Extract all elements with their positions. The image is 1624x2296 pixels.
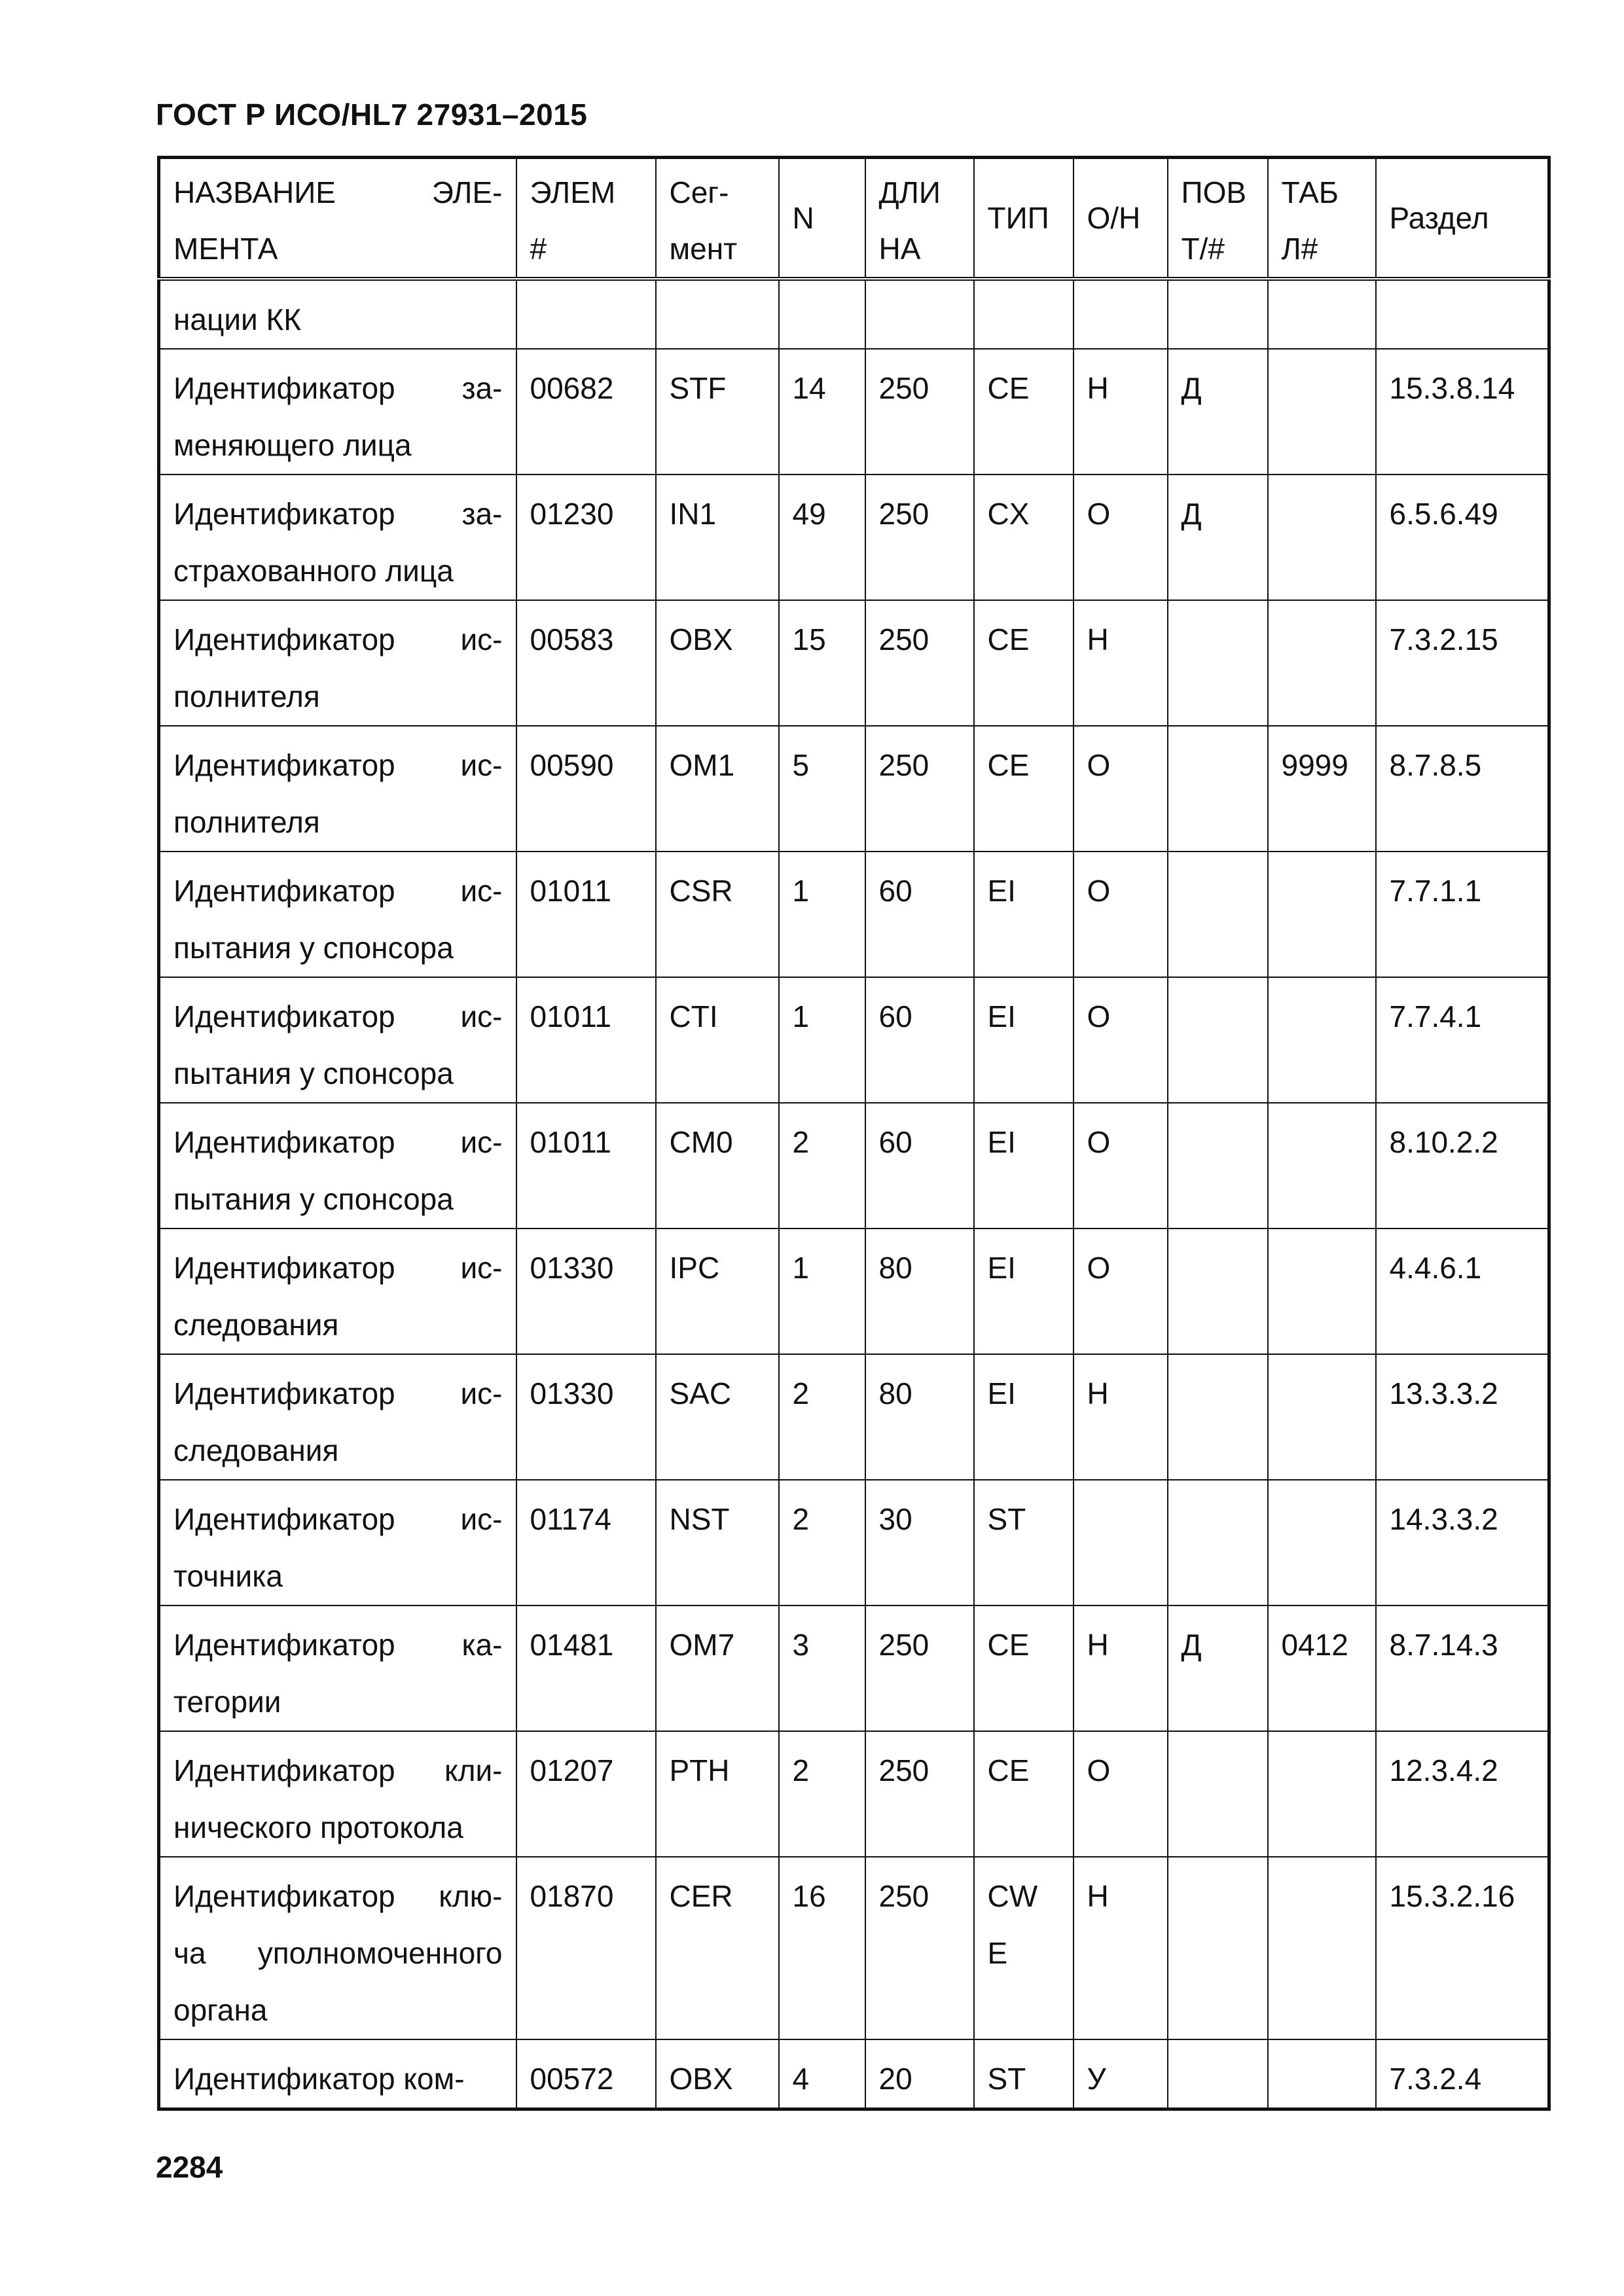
cell-rep [1168, 1857, 1268, 2039]
cell-section: 4.4.6.1 [1376, 1229, 1549, 1354]
cell-elem: 00590 [516, 726, 656, 852]
cell-name [159, 1229, 516, 1354]
cell-length: 250 [865, 726, 974, 852]
cell-line: пытания у спонсора [173, 931, 454, 965]
cell-length: 20 [865, 2039, 974, 2109]
cell-n: 2 [779, 1480, 865, 1605]
column-header-line: Т/# [1181, 232, 1225, 266]
page-number: 2284 [156, 2150, 223, 2184]
column-header-line: МЕНТА [173, 232, 278, 266]
cell-line: Идентификатор ка- [173, 1628, 503, 1662]
column-header-elem [516, 158, 656, 279]
cell-type [974, 1103, 1074, 1229]
cell-line: тегории [173, 1685, 281, 1719]
cell-elem: 01330 [516, 1354, 656, 1480]
cell-type [974, 349, 1074, 475]
column-header-line: Л# [1281, 232, 1318, 266]
cell-elem: 00682 [516, 349, 656, 475]
cell-section: 13.3.3.2 [1376, 1354, 1549, 1480]
cell-line: CW [987, 1879, 1038, 1913]
cell-line: полнителя [173, 679, 320, 713]
column-header-line: N [792, 201, 814, 235]
cell-line: точника [173, 1559, 283, 1593]
table-row [159, 1480, 1549, 1605]
cell-segment: PTH [656, 1731, 779, 1857]
cell-section: 7.7.4.1 [1376, 977, 1549, 1103]
cell-section: 8.7.8.5 [1376, 726, 1549, 852]
cell-opt [1074, 279, 1168, 349]
cell-line: нического протокола [173, 1810, 463, 1844]
cell-line: Идентификатор ис- [173, 748, 503, 782]
cell-type [974, 1731, 1074, 1857]
cell-elem: 00572 [516, 2039, 656, 2109]
cell-length: 60 [865, 1103, 974, 1229]
table-row [159, 1731, 1549, 1857]
cell-n: 1 [779, 977, 865, 1103]
cell-opt: О [1074, 726, 1168, 852]
cell-n: 15 [779, 600, 865, 726]
cell-opt: У [1074, 2039, 1168, 2109]
cell-line: EI [987, 1251, 1016, 1285]
cell-opt: Н [1074, 1857, 1168, 2039]
cell-section: 8.10.2.2 [1376, 1103, 1549, 1229]
cell-name [159, 1857, 516, 2039]
column-header-section [1376, 158, 1549, 279]
table-row [159, 726, 1549, 852]
cell-elem: 01011 [516, 977, 656, 1103]
cell-rep [1168, 1103, 1268, 1229]
cell-line: CE [987, 1753, 1030, 1787]
cell-name [159, 852, 516, 977]
cell-tbl [1268, 852, 1376, 977]
cell-line: Идентификатор ис- [173, 1502, 503, 1536]
cell-elem: 00583 [516, 600, 656, 726]
cell-opt: О [1074, 1731, 1168, 1857]
cell-opt: Н [1074, 600, 1168, 726]
column-header-line: Раздел [1389, 201, 1489, 235]
cell-elem [516, 279, 656, 349]
cell-elem: 01011 [516, 852, 656, 977]
cell-line: Идентификатор за- [173, 497, 503, 531]
cell-line: пытания у спонсора [173, 1182, 454, 1216]
column-header-line: # [530, 232, 547, 266]
cell-section: 8.7.14.3 [1376, 1605, 1549, 1731]
cell-length: 250 [865, 600, 974, 726]
cell-section: 7.3.2.4 [1376, 2039, 1549, 2109]
cell-type [974, 475, 1074, 600]
cell-length: 250 [865, 1731, 974, 1857]
cell-line: следования [173, 1308, 339, 1342]
cell-tbl [1268, 1480, 1376, 1605]
cell-rep: Д [1168, 349, 1268, 475]
cell-segment: STF [656, 349, 779, 475]
cell-type [974, 1229, 1074, 1354]
cell-segment: IN1 [656, 475, 779, 600]
cell-rep [1168, 1354, 1268, 1480]
cell-name [159, 726, 516, 852]
cell-length: 250 [865, 1857, 974, 2039]
cell-elem: 01207 [516, 1731, 656, 1857]
cell-line: Идентификатор ис- [173, 999, 503, 1033]
column-header-line: ТАБ [1281, 175, 1339, 209]
cell-line: Идентификатор ис- [173, 622, 503, 656]
cell-n: 16 [779, 1857, 865, 2039]
column-header-line: ДЛИ [878, 175, 941, 209]
cell-rep [1168, 600, 1268, 726]
cell-segment: OBX [656, 2039, 779, 2109]
cell-type [974, 977, 1074, 1103]
cell-length: 30 [865, 1480, 974, 1605]
cell-opt: О [1074, 1103, 1168, 1229]
cell-opt: Н [1074, 1354, 1168, 1480]
column-header-length [865, 158, 974, 279]
cell-type [974, 1480, 1074, 1605]
column-header-line: ЭЛЕМ [530, 175, 616, 209]
document-code: ГОСТ Р ИСО/HL7 27931–2015 [156, 98, 588, 132]
cell-length: 250 [865, 1605, 974, 1731]
cell-line: EI [987, 999, 1016, 1033]
cell-name [159, 475, 516, 600]
column-header-n [779, 158, 865, 279]
cell-opt [1074, 1480, 1168, 1605]
cell-section: 14.3.3.2 [1376, 1480, 1549, 1605]
cell-line: нации КК [173, 302, 302, 336]
cell-rep [1168, 726, 1268, 852]
cell-elem: 01174 [516, 1480, 656, 1605]
cell-n: 1 [779, 852, 865, 977]
column-header-tbl [1268, 158, 1376, 279]
column-header-line: мент [669, 232, 738, 266]
cell-rep [1168, 279, 1268, 349]
cell-line: пытания у спонсора [173, 1056, 454, 1090]
cell-line: E [987, 1936, 1008, 1970]
cell-n: 2 [779, 1731, 865, 1857]
cell-line: Идентификатор ис- [173, 874, 503, 908]
cell-name [159, 349, 516, 475]
cell-tbl [1268, 977, 1376, 1103]
cell-line: EI [987, 1125, 1016, 1159]
column-header-opt [1074, 158, 1168, 279]
table-row [159, 852, 1549, 977]
cell-length [865, 279, 974, 349]
table-row [159, 977, 1549, 1103]
cell-rep [1168, 852, 1268, 977]
table-row [159, 600, 1549, 726]
cell-opt: О [1074, 977, 1168, 1103]
cell-n: 2 [779, 1354, 865, 1480]
column-header-line: ПОВ [1181, 175, 1247, 209]
cell-line: ST [987, 2062, 1026, 2096]
cell-n: 5 [779, 726, 865, 852]
cell-rep [1168, 2039, 1268, 2109]
cell-line: Идентификатор ис- [173, 1376, 503, 1410]
cell-line: CX [987, 497, 1030, 531]
cell-opt: Н [1074, 1605, 1168, 1731]
cell-tbl [1268, 1354, 1376, 1480]
cell-type [974, 852, 1074, 977]
cell-line: меняющего лица [173, 428, 412, 462]
cell-opt: О [1074, 1229, 1168, 1354]
cell-line: страхованного лица [173, 554, 454, 588]
cell-n: 49 [779, 475, 865, 600]
cell-tbl [1268, 1229, 1376, 1354]
cell-line: Идентификатор за- [173, 371, 503, 405]
cell-section [1376, 279, 1549, 349]
cell-name [159, 977, 516, 1103]
table-row [159, 1103, 1549, 1229]
cell-elem: 01230 [516, 475, 656, 600]
cell-section: 7.7.1.1 [1376, 852, 1549, 977]
cell-length: 80 [865, 1354, 974, 1480]
column-header-line: Сег- [669, 175, 729, 209]
cell-segment: CER [656, 1857, 779, 2039]
cell-section: 7.3.2.15 [1376, 600, 1549, 726]
cell-line: CE [987, 748, 1030, 782]
cell-tbl [1268, 1103, 1376, 1229]
cell-n: 3 [779, 1605, 865, 1731]
cell-name [159, 1103, 516, 1229]
column-header-line: НАЗВАНИЕ ЭЛЕ- [173, 175, 503, 209]
cell-segment: OM7 [656, 1605, 779, 1731]
cell-length: 250 [865, 349, 974, 475]
cell-tbl [1268, 2039, 1376, 2109]
table-header [159, 158, 1549, 279]
cell-n: 2 [779, 1103, 865, 1229]
cell-length: 60 [865, 977, 974, 1103]
cell-line: CE [987, 371, 1030, 405]
cell-elem: 01011 [516, 1103, 656, 1229]
cell-line: Идентификатор ис- [173, 1125, 503, 1159]
header-row [159, 158, 1549, 279]
column-header-line: НА [878, 232, 921, 266]
cell-length: 60 [865, 852, 974, 977]
cell-tbl [1268, 475, 1376, 600]
table-row [159, 279, 1549, 349]
cell-rep [1168, 1480, 1268, 1605]
cell-segment: OBX [656, 600, 779, 726]
cell-length: 80 [865, 1229, 974, 1354]
column-header-segment [656, 158, 779, 279]
cell-type [974, 1354, 1074, 1480]
cell-opt: Н [1074, 349, 1168, 475]
cell-name [159, 2039, 516, 2109]
cell-tbl [1268, 279, 1376, 349]
cell-rep [1168, 1731, 1268, 1857]
cell-segment: SAC [656, 1354, 779, 1480]
cell-name [159, 1480, 516, 1605]
cell-n: 1 [779, 1229, 865, 1354]
cell-type [974, 2039, 1074, 2109]
cell-segment [656, 279, 779, 349]
table-row [159, 1354, 1549, 1480]
cell-opt: О [1074, 475, 1168, 600]
cell-section: 15.3.8.14 [1376, 349, 1549, 475]
table-row [159, 1605, 1549, 1731]
cell-tbl: 0412 [1268, 1605, 1376, 1731]
data-elements-table [157, 156, 1551, 2111]
table-row [159, 349, 1549, 475]
cell-rep: Д [1168, 475, 1268, 600]
cell-segment: CM0 [656, 1103, 779, 1229]
cell-rep [1168, 977, 1268, 1103]
cell-type [974, 600, 1074, 726]
cell-type [974, 279, 1074, 349]
cell-section: 6.5.6.49 [1376, 475, 1549, 600]
cell-line: EI [987, 1376, 1016, 1410]
cell-line: ST [987, 1502, 1026, 1536]
cell-tbl [1268, 1857, 1376, 2039]
cell-rep: Д [1168, 1605, 1268, 1731]
cell-line: следования [173, 1433, 339, 1467]
table-row [159, 1229, 1549, 1354]
cell-elem: 01330 [516, 1229, 656, 1354]
column-header-name [159, 158, 516, 279]
cell-elem: 01481 [516, 1605, 656, 1731]
cell-name [159, 279, 516, 349]
cell-section: 15.3.2.16 [1376, 1857, 1549, 2039]
cell-n [779, 279, 865, 349]
cell-segment: CSR [656, 852, 779, 977]
column-header-line: О/Н [1087, 201, 1141, 235]
cell-opt: О [1074, 852, 1168, 977]
table-row [159, 2039, 1549, 2109]
cell-tbl [1268, 1731, 1376, 1857]
cell-type [974, 1857, 1074, 2039]
cell-line: полнителя [173, 805, 320, 839]
cell-tbl [1268, 600, 1376, 726]
cell-line: Идентификатор ис- [173, 1251, 503, 1285]
cell-name [159, 1354, 516, 1480]
table-row [159, 475, 1549, 600]
cell-line: ча уполномоченного [173, 1936, 503, 1970]
cell-line: Идентификатор ком- [173, 2062, 465, 2096]
column-header-type [974, 158, 1074, 279]
cell-line: EI [987, 874, 1016, 908]
cell-type [974, 1605, 1074, 1731]
cell-line: органа [173, 1993, 268, 2027]
cell-segment: CTI [656, 977, 779, 1103]
cell-length: 250 [865, 475, 974, 600]
cell-type [974, 726, 1074, 852]
cell-tbl: 9999 [1268, 726, 1376, 852]
cell-line: Идентификатор кли- [173, 1753, 503, 1787]
cell-n: 4 [779, 2039, 865, 2109]
cell-section: 12.3.4.2 [1376, 1731, 1549, 1857]
table-row [159, 1857, 1549, 2039]
cell-segment: IPC [656, 1229, 779, 1354]
cell-line: CE [987, 622, 1030, 656]
cell-segment: NST [656, 1480, 779, 1605]
column-header-rep [1168, 158, 1268, 279]
table-body [159, 279, 1549, 2109]
column-header-line: ТИП [987, 201, 1049, 235]
cell-segment: OM1 [656, 726, 779, 852]
cell-rep [1168, 1229, 1268, 1354]
cell-name [159, 1731, 516, 1857]
cell-n: 14 [779, 349, 865, 475]
cell-line: CE [987, 1628, 1030, 1662]
cell-name [159, 600, 516, 726]
cell-name [159, 1605, 516, 1731]
cell-line: Идентификатор клю- [173, 1879, 503, 1913]
cell-tbl [1268, 349, 1376, 475]
cell-elem: 01870 [516, 1857, 656, 2039]
